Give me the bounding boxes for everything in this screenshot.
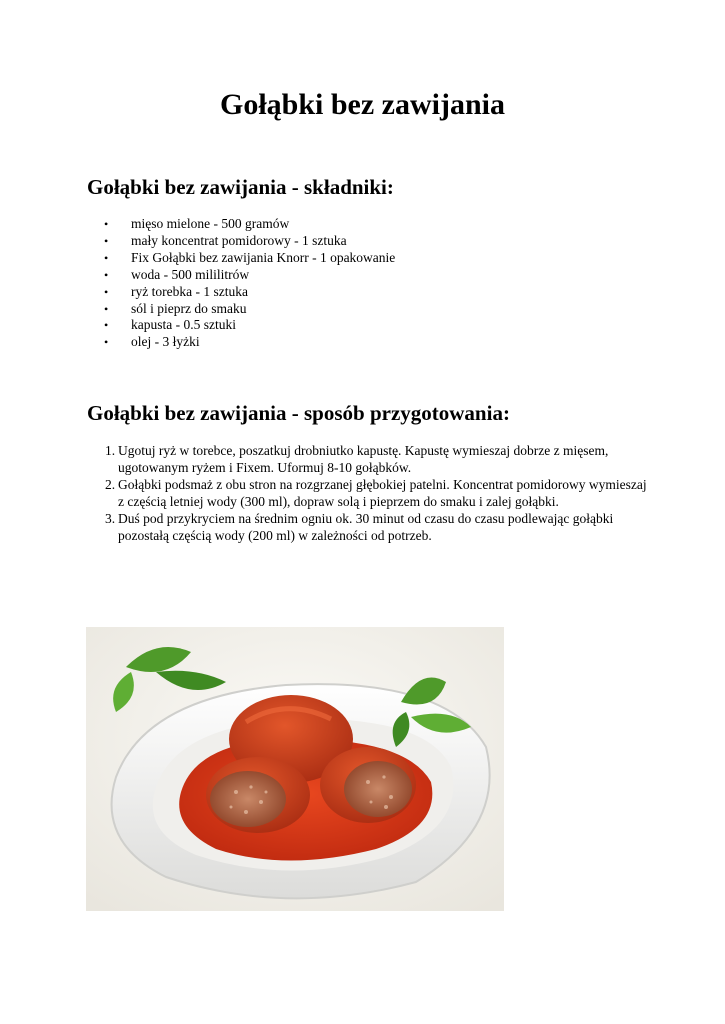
step-number: 2. — [105, 476, 116, 492]
step-number: 1. — [105, 443, 116, 458]
list-item: • sól i pieprz do smaku — [104, 300, 247, 316]
page-title: Gołąbki bez zawijania — [219, 88, 505, 121]
step-text: Ugotuj ryż w torebce, poszatkuj drobniutko kapustę. Kapustę wymieszaj dobrze z mięsem, ugotowanym ryżem i Fixem. Uformuj 8-10 gołąbków. — [118, 443, 609, 475]
list-item: • Fix Gołąbki bez zawijania Knorr - 1 opakowanie — [104, 249, 396, 265]
list-item: • kapusta - 0.5 sztuki — [104, 317, 236, 333]
step-text: Duś pod przykryciem na średnim ogniu ok. 30 minut od czasu do czasu podlewając gołąbki pozostałą częścią wody (200 ml) w zależności od potrzeb. — [118, 510, 614, 543]
bullet-icon: • — [104, 233, 109, 248]
list-item — [87, 511, 647, 545]
list-item: • olej - 3 łyżki — [104, 334, 200, 350]
bullet-icon: • — [104, 335, 109, 350]
list-item — [87, 443, 647, 477]
bullet-icon: • — [104, 318, 109, 333]
bullet-icon: • — [104, 267, 109, 282]
step-text: Gołąbki podsmaż z obu stron na rozgrzanej głębokiej patelni. Koncentrat pomidorowy wymieszaj z częścią letniej wody (300 ml), dopraw solą i pieprzem do smaku i zalej gołąbki. — [118, 476, 647, 509]
list-item: • mięso mielone - 500 gramów — [104, 216, 290, 231]
bullet-icon: • — [104, 217, 109, 231]
list-item — [87, 477, 647, 511]
list-item: • woda - 500 mililitrów — [104, 266, 250, 282]
ingredients-list — [87, 216, 395, 351]
dish-photo — [86, 627, 504, 911]
preparation-steps — [87, 443, 647, 544]
ingredients-heading: Gołąbki bez zawijania - składniki: — [87, 175, 394, 199]
list-item: • mały koncentrat pomidorowy - 1 sztuka — [104, 232, 347, 248]
bullet-icon: • — [104, 301, 109, 316]
preparation-heading: Gołąbki bez zawijania - sposób przygotowania: — [87, 401, 510, 425]
list-item: • ryż torebka - 1 sztuka — [104, 283, 248, 299]
bullet-icon: • — [104, 284, 109, 299]
step-number: 3. — [105, 510, 116, 526]
bullet-icon: • — [104, 250, 109, 265]
